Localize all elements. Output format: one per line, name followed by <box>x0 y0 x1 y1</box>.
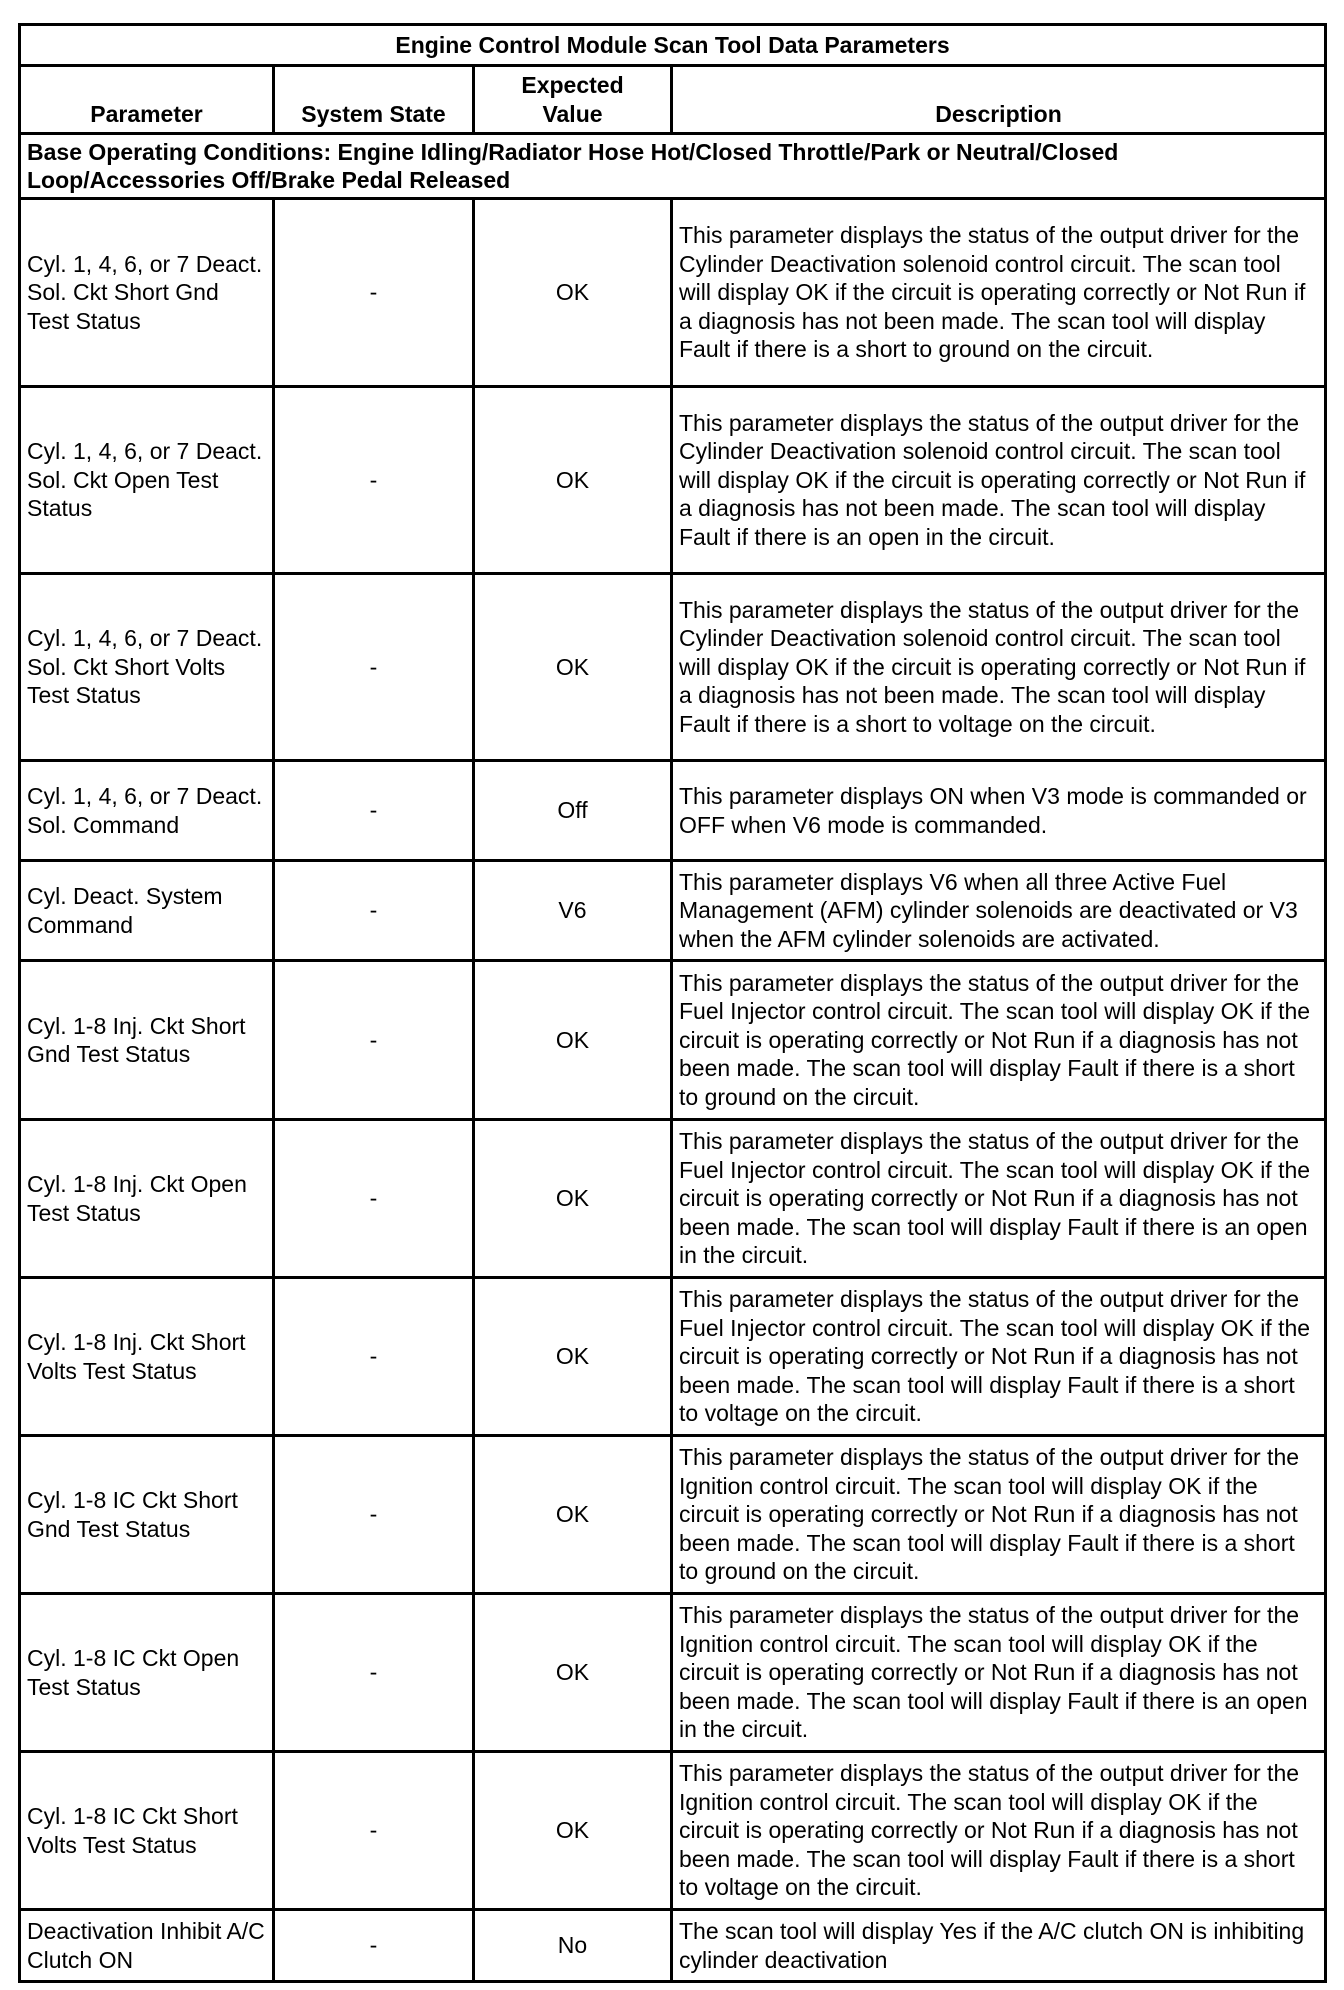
table-row <box>20 1594 1326 1752</box>
expected-value-cell: V6 <box>474 861 672 961</box>
expected-value-cell: OK <box>474 199 672 387</box>
table-row <box>20 1436 1326 1594</box>
description-cell: This parameter displays V6 when all three Active Fuel Management (AFM) cylinder solenoids are deactivated or V3 when the AFM cylinder solenoids are activated. <box>672 861 1326 961</box>
scan-tool-data-table <box>18 23 1327 1983</box>
system-state-cell: - <box>274 199 474 387</box>
parameter-cell: Cyl. 1-8 IC Ckt Open Test Status <box>20 1594 274 1752</box>
parameter-cell: Cyl. 1-8 IC Ckt Short Volts Test Status <box>20 1752 274 1910</box>
expected-value-cell: OK <box>474 1278 672 1436</box>
system-state-cell: - <box>274 1278 474 1436</box>
table-row <box>20 1278 1326 1436</box>
description-cell: This parameter displays the status of the output driver for the Cylinder Deactivation solenoid control circuit. The scan tool will display OK if the circuit is operating correctly or Not Run if a diagnosis has not been made. The scan tool will display Fault if there is a short to ground on the circuit. <box>672 199 1326 387</box>
table-row <box>20 961 1326 1120</box>
table-row <box>20 1910 1326 1982</box>
conditions-row <box>20 134 1326 199</box>
table-title-row <box>20 25 1326 66</box>
parameter-cell: Cyl. 1, 4, 6, or 7 Deact. Sol. Ckt Short Gnd Test Status <box>20 199 274 387</box>
parameter-cell: Deactivation Inhibit A/C Clutch ON <box>20 1910 274 1982</box>
table-row <box>20 1752 1326 1910</box>
table-row <box>20 387 1326 574</box>
parameter-cell: Cyl. 1, 4, 6, or 7 Deact. Sol. Command <box>20 761 274 861</box>
expected-value-cell: OK <box>474 574 672 761</box>
expected-value-cell: OK <box>474 961 672 1120</box>
system-state-cell: - <box>274 961 474 1120</box>
header-description: Description <box>672 66 1326 134</box>
expected-value-cell: OK <box>474 387 672 574</box>
table-title: Engine Control Module Scan Tool Data Parameters <box>20 25 1326 66</box>
table-row <box>20 1120 1326 1278</box>
system-state-cell: - <box>274 574 474 761</box>
table-row <box>20 199 1326 387</box>
expected-value-cell: OK <box>474 1594 672 1752</box>
description-cell: This parameter displays the status of the output driver for the Ignition control circuit. The scan tool will display OK if the circuit is operating correctly or Not Run if a diagnosis has not been made. The scan tool will display Fault if there is a short to voltage on the circuit. <box>672 1752 1326 1910</box>
parameter-cell: Cyl. 1, 4, 6, or 7 Deact. Sol. Ckt Short Volts Test Status <box>20 574 274 761</box>
header-expected-value: Expected Value <box>474 66 672 134</box>
expected-value-cell: OK <box>474 1752 672 1910</box>
expected-value-cell: OK <box>474 1436 672 1594</box>
parameter-cell: Cyl. Deact. System Command <box>20 861 274 961</box>
header-parameter: Parameter <box>20 66 274 134</box>
description-cell: This parameter displays ON when V3 mode is commanded or OFF when V6 mode is commanded. <box>672 761 1326 861</box>
parameter-cell: Cyl. 1, 4, 6, or 7 Deact. Sol. Ckt Open Test Status <box>20 387 274 574</box>
header-system-state: System State <box>274 66 474 134</box>
parameter-cell: Cyl. 1-8 Inj. Ckt Short Gnd Test Status <box>20 961 274 1120</box>
description-cell: This parameter displays the status of the output driver for the Fuel Injector control circuit. The scan tool will display OK if the circuit is operating correctly or Not Run if a diagnosis has not been made. The scan tool will display Fault if there is an open in the circuit. <box>672 1120 1326 1278</box>
parameter-cell: Cyl. 1-8 Inj. Ckt Short Volts Test Status <box>20 1278 274 1436</box>
description-cell: This parameter displays the status of the output driver for the Fuel Injector control circuit. The scan tool will display OK if the circuit is operating correctly or Not Run if a diagnosis has not been made. The scan tool will display Fault if there is a short to voltage on the circuit. <box>672 1278 1326 1436</box>
parameter-cell: Cyl. 1-8 Inj. Ckt Open Test Status <box>20 1120 274 1278</box>
description-cell: This parameter displays the status of the output driver for the Ignition control circuit. The scan tool will display OK if the circuit is operating correctly or Not Run if a diagnosis has not been made. The scan tool will display Fault if there is a short to ground on the circuit. <box>672 1436 1326 1594</box>
expected-value-cell: OK <box>474 1120 672 1278</box>
description-cell: This parameter displays the status of the output driver for the Cylinder Deactivation solenoid control circuit. The scan tool will display OK if the circuit is operating correctly or Not Run if a diagnosis has not been made. The scan tool will display Fault if there is a short to voltage on the circuit. <box>672 574 1326 761</box>
expected-value-cell: Off <box>474 761 672 861</box>
system-state-cell: - <box>274 1594 474 1752</box>
table-row <box>20 761 1326 861</box>
system-state-cell: - <box>274 1120 474 1278</box>
system-state-cell: - <box>274 761 474 861</box>
system-state-cell: - <box>274 387 474 574</box>
table-row <box>20 574 1326 761</box>
system-state-cell: - <box>274 1436 474 1594</box>
description-cell: This parameter displays the status of the output driver for the Ignition control circuit. The scan tool will display OK if the circuit is operating correctly or Not Run if a diagnosis has not been made. The scan tool will display Fault if there is an open in the circuit. <box>672 1594 1326 1752</box>
expected-value-cell: No <box>474 1910 672 1982</box>
description-cell: This parameter displays the status of the output driver for the Fuel Injector control circuit. The scan tool will display OK if the circuit is operating correctly or Not Run if a diagnosis has not been made. The scan tool will display Fault if there is a short to ground on the circuit. <box>672 961 1326 1120</box>
description-cell: The scan tool will display Yes if the A/C clutch ON is inhibiting cylinder deactivation <box>672 1910 1326 1982</box>
base-operating-conditions: Base Operating Conditions: Engine Idling/Radiator Hose Hot/Closed Throttle/Park or Neutral/Closed Loop/Accessories Off/Brake Pedal Released <box>20 134 1326 199</box>
parameter-cell: Cyl. 1-8 IC Ckt Short Gnd Test Status <box>20 1436 274 1594</box>
system-state-cell: - <box>274 861 474 961</box>
table-row <box>20 861 1326 961</box>
description-cell: This parameter displays the status of the output driver for the Cylinder Deactivation solenoid control circuit. The scan tool will display OK if the circuit is operating correctly or Not Run if a diagnosis has not been made. The scan tool will display Fault if there is an open in the circuit. <box>672 387 1326 574</box>
system-state-cell: - <box>274 1910 474 1982</box>
system-state-cell: - <box>274 1752 474 1910</box>
table-header-row <box>20 66 1326 134</box>
